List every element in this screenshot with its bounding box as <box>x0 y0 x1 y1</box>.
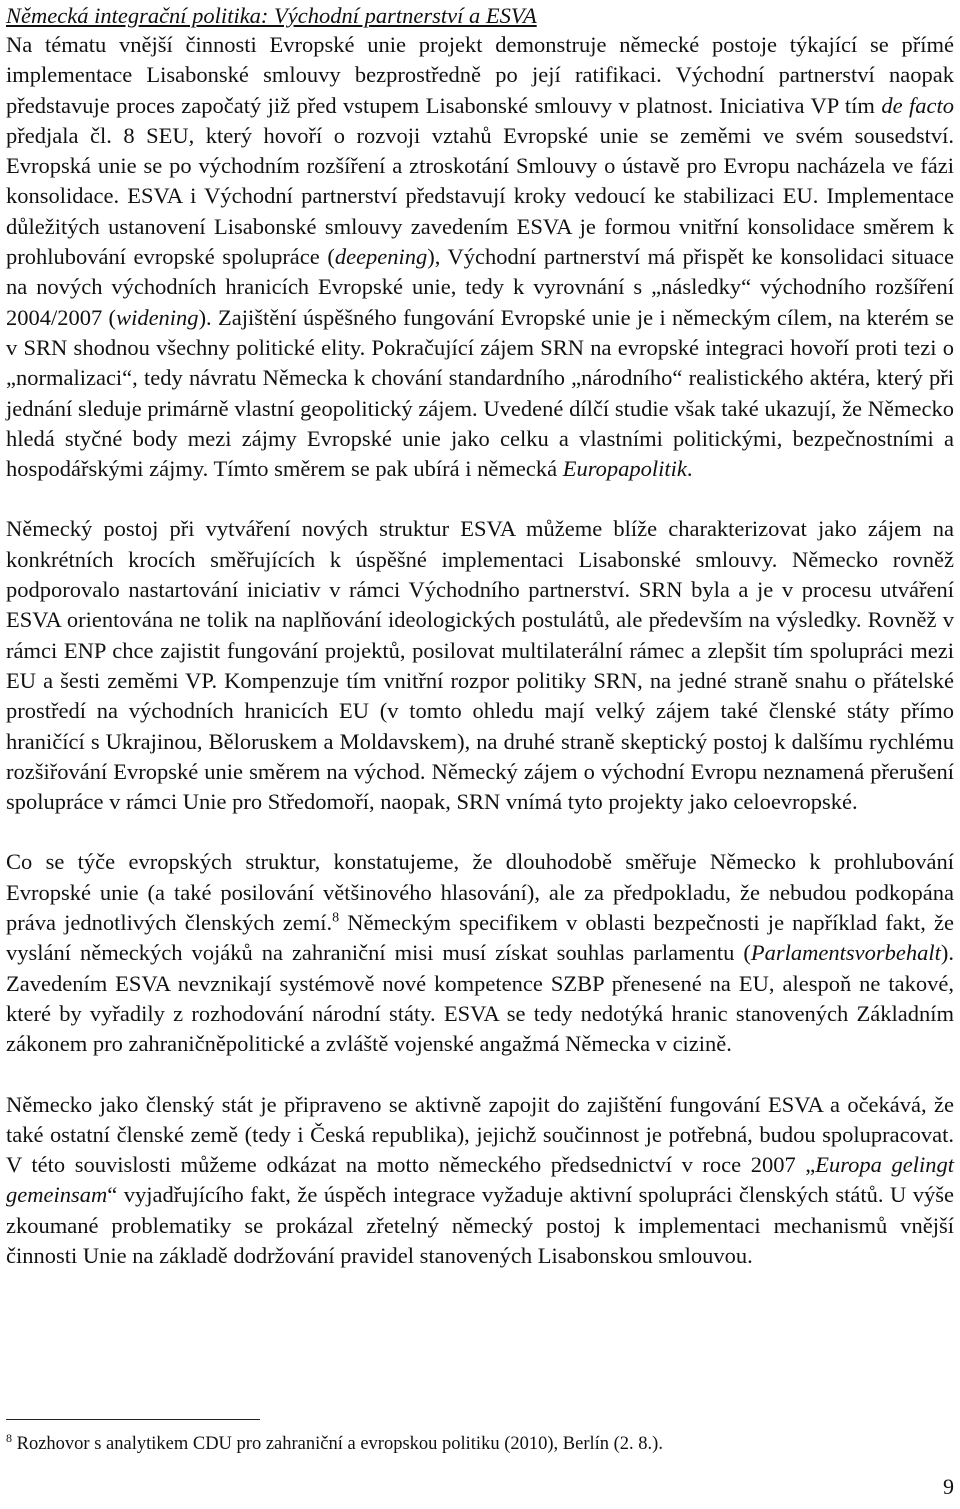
paragraph-1-text-b: předjala čl. 8 SEU, který hovoří o rozvoji vztahů Evropské unie se zeměmi ve svém sousedství. Evropská unie se po východním rozšíření a ztroskotání Smlouvy o ústavě pro Evropu nacházela ve fázi konsolidace. ESVA i Východní partnerství představují kroky vedoucí ke stabilizaci EU. Implementace důležitých ustanovení Lisabonské smlouvy zavedením ESVA je formou vnitřní konsolidace směrem k prohlubování evropské spolupráce ( <box>6 122 954 270</box>
paragraph-1-text-e: . <box>686 456 693 482</box>
paragraph-3-italic-parlamentsvorbehalt: Parlamentsvorbehalt <box>750 940 941 966</box>
footnote <box>6 1432 954 1456</box>
paragraph-4-text-a: Německo jako členský stát je připraveno se aktivně zapojit do zajištění fungování ESVA a očekává, že také ostatní členské země (tedy i Česká republika), jejichž součinnost je potřebná, budou spolupracovat. V této souvislosti můžeme odkázat na motto německého předsednictví v roce 2007 „ <box>6 1091 954 1178</box>
paragraph-1 <box>6 30 954 484</box>
page-number: 9 <box>943 1474 954 1499</box>
paragraph-1-text-c: ), Východní partnerství má přispět ke konsolidaci situace na nových východních hranicích Evropské unie, tedy k vyrovnání s „následky“ východního rozšíření 2004/2007 ( <box>6 244 954 330</box>
paragraph-1-italic-deepening: deepening <box>334 244 428 270</box>
document-page <box>6 0 954 1271</box>
paragraph-3 <box>6 847 954 1059</box>
paragraph-1-italic-europapolitik: Europapolitik <box>562 456 687 482</box>
footnote-reference[interactable]: 8 <box>332 910 340 926</box>
paragraph-3-text-c: ). Zavedením ESVA nevznikají systémově nové kompetence SZBP přenesené na EU, alespoň ne takové, které by vyřadily z rozhodování národní státy. ESVA se tedy nedotýká hranic stanovených Základním zákonem pro zahraničněpolitické a zvláště vojenské angažmá Německa v cizině. <box>6 940 954 1057</box>
section-heading: Německá integrační politika: Východní partnerství a ESVA <box>6 3 537 28</box>
footnote-number: 8 <box>6 1430 12 1445</box>
paragraph-3-text-a: Co se týče evropských struktur, konstatujeme, že dlouhodobě směřuje Německo k prohlubování Evropské unie (a také posilování většinového hlasování), ale za předpokladu, že nebudou podkopána práva jednotlivých členských zemí. <box>6 849 954 936</box>
footnote-text: Rozhovor s analytikem CDU pro zahraniční a evropskou politiku (2010), Berlín (2. 8.). <box>12 1434 663 1454</box>
paragraph-1-text-a: Na tématu vnější činnosti Evropské unie projekt demonstruje německé postoje týkající se přímé implementace Lisabonské smlouvy bezprostředně po její ratifikaci. Východní partnerství naopak představuje proces započatý již před vstupem Lisabonské smlouvy v platnost. Iniciativa VP tím <box>6 32 954 118</box>
paragraph-1-italic-de-facto: de facto <box>881 92 955 118</box>
paragraph-3-text-b: Německým specifikem v oblasti bezpečnosti je například fakt, že vyslání německých vojáků na zahraniční misi musí získat souhlas parlamentu ( <box>6 910 954 966</box>
paragraph-1-italic-widening: widening <box>116 304 199 330</box>
paragraph-1-text-d: ). Zajištění úspěšného fungování Evropské unie je i německým cílem, na kterém se v SRN shodnou všechny politické elity. Pokračující zájem SRN na evropské integraci hovoří proti tezi o „normalizaci“, tedy návratu Německa k chování standardního „národního“ realistického aktéra, který při jednání sleduje primárně vlastní geopolitický zájem. Uvedené dílčí studie však také ukazují, že Německo hledá styčné body mezi zájmy Evropské unie jako celku a vlastními politickými, bezpečnostními a hospodářskými zájmy. Tímto směrem se pak ubírá i německá <box>6 304 955 482</box>
paragraph-4 <box>6 1090 954 1272</box>
paragraph-2: Německý postoj při vytváření nových struktur ESVA můžeme blíže charakterizovat jako zájem na konkrétních krocích směřujících k úspěšné implementaci Lisabonské smlouvy. Německo rovněž podporovalo nastartování iniciativ v rámci Východního partnerství. SRN byla a je v procesu utváření ESVA orientována ne tolik na naplňování ideologických postulátů, ale především na výsledky. Rovněž v rámci ENP chce zajistit fungování projektů, posilovat multilaterální rámec a zlepšit tím spolupráci mezi EU a šesti zeměmi VP. Kompenzuje tím vnitřní rozpor politiky SRN, na jedné straně snahu o přátelské prostředí na východních hranicích EU (v tomto ohledu mají velký zájem také členské státy přímo hraničící s Ukrajinou, Běloruskem a Moldavskem), na druhé straně skeptický postoj k dalšímu rychlému rozšiřování Evropské unie směrem na východ. Německý zájem o východní Evropu neznamená přerušení spolupráce v rámci Unie pro Středomoří, naopak, SRN vnímá tyto projekty jako celoevropské. <box>6 516 954 815</box>
paragraph-4-italic-motto: Europa gelingt gemeinsam <box>6 1152 954 1208</box>
paragraph-4-text-b: “ vyjadřujícího fakt, že úspěch integrace vyžaduje aktivní spolupráci členských států. U výše zkoumané problematiky se prokázal zřetelný německý postoj k implementaci mechanismů vnější činnosti Unie na základě dodržování pravidel stanovených Lisabonskou smlouvou. <box>6 1182 954 1268</box>
footnote-separator <box>6 1419 260 1420</box>
